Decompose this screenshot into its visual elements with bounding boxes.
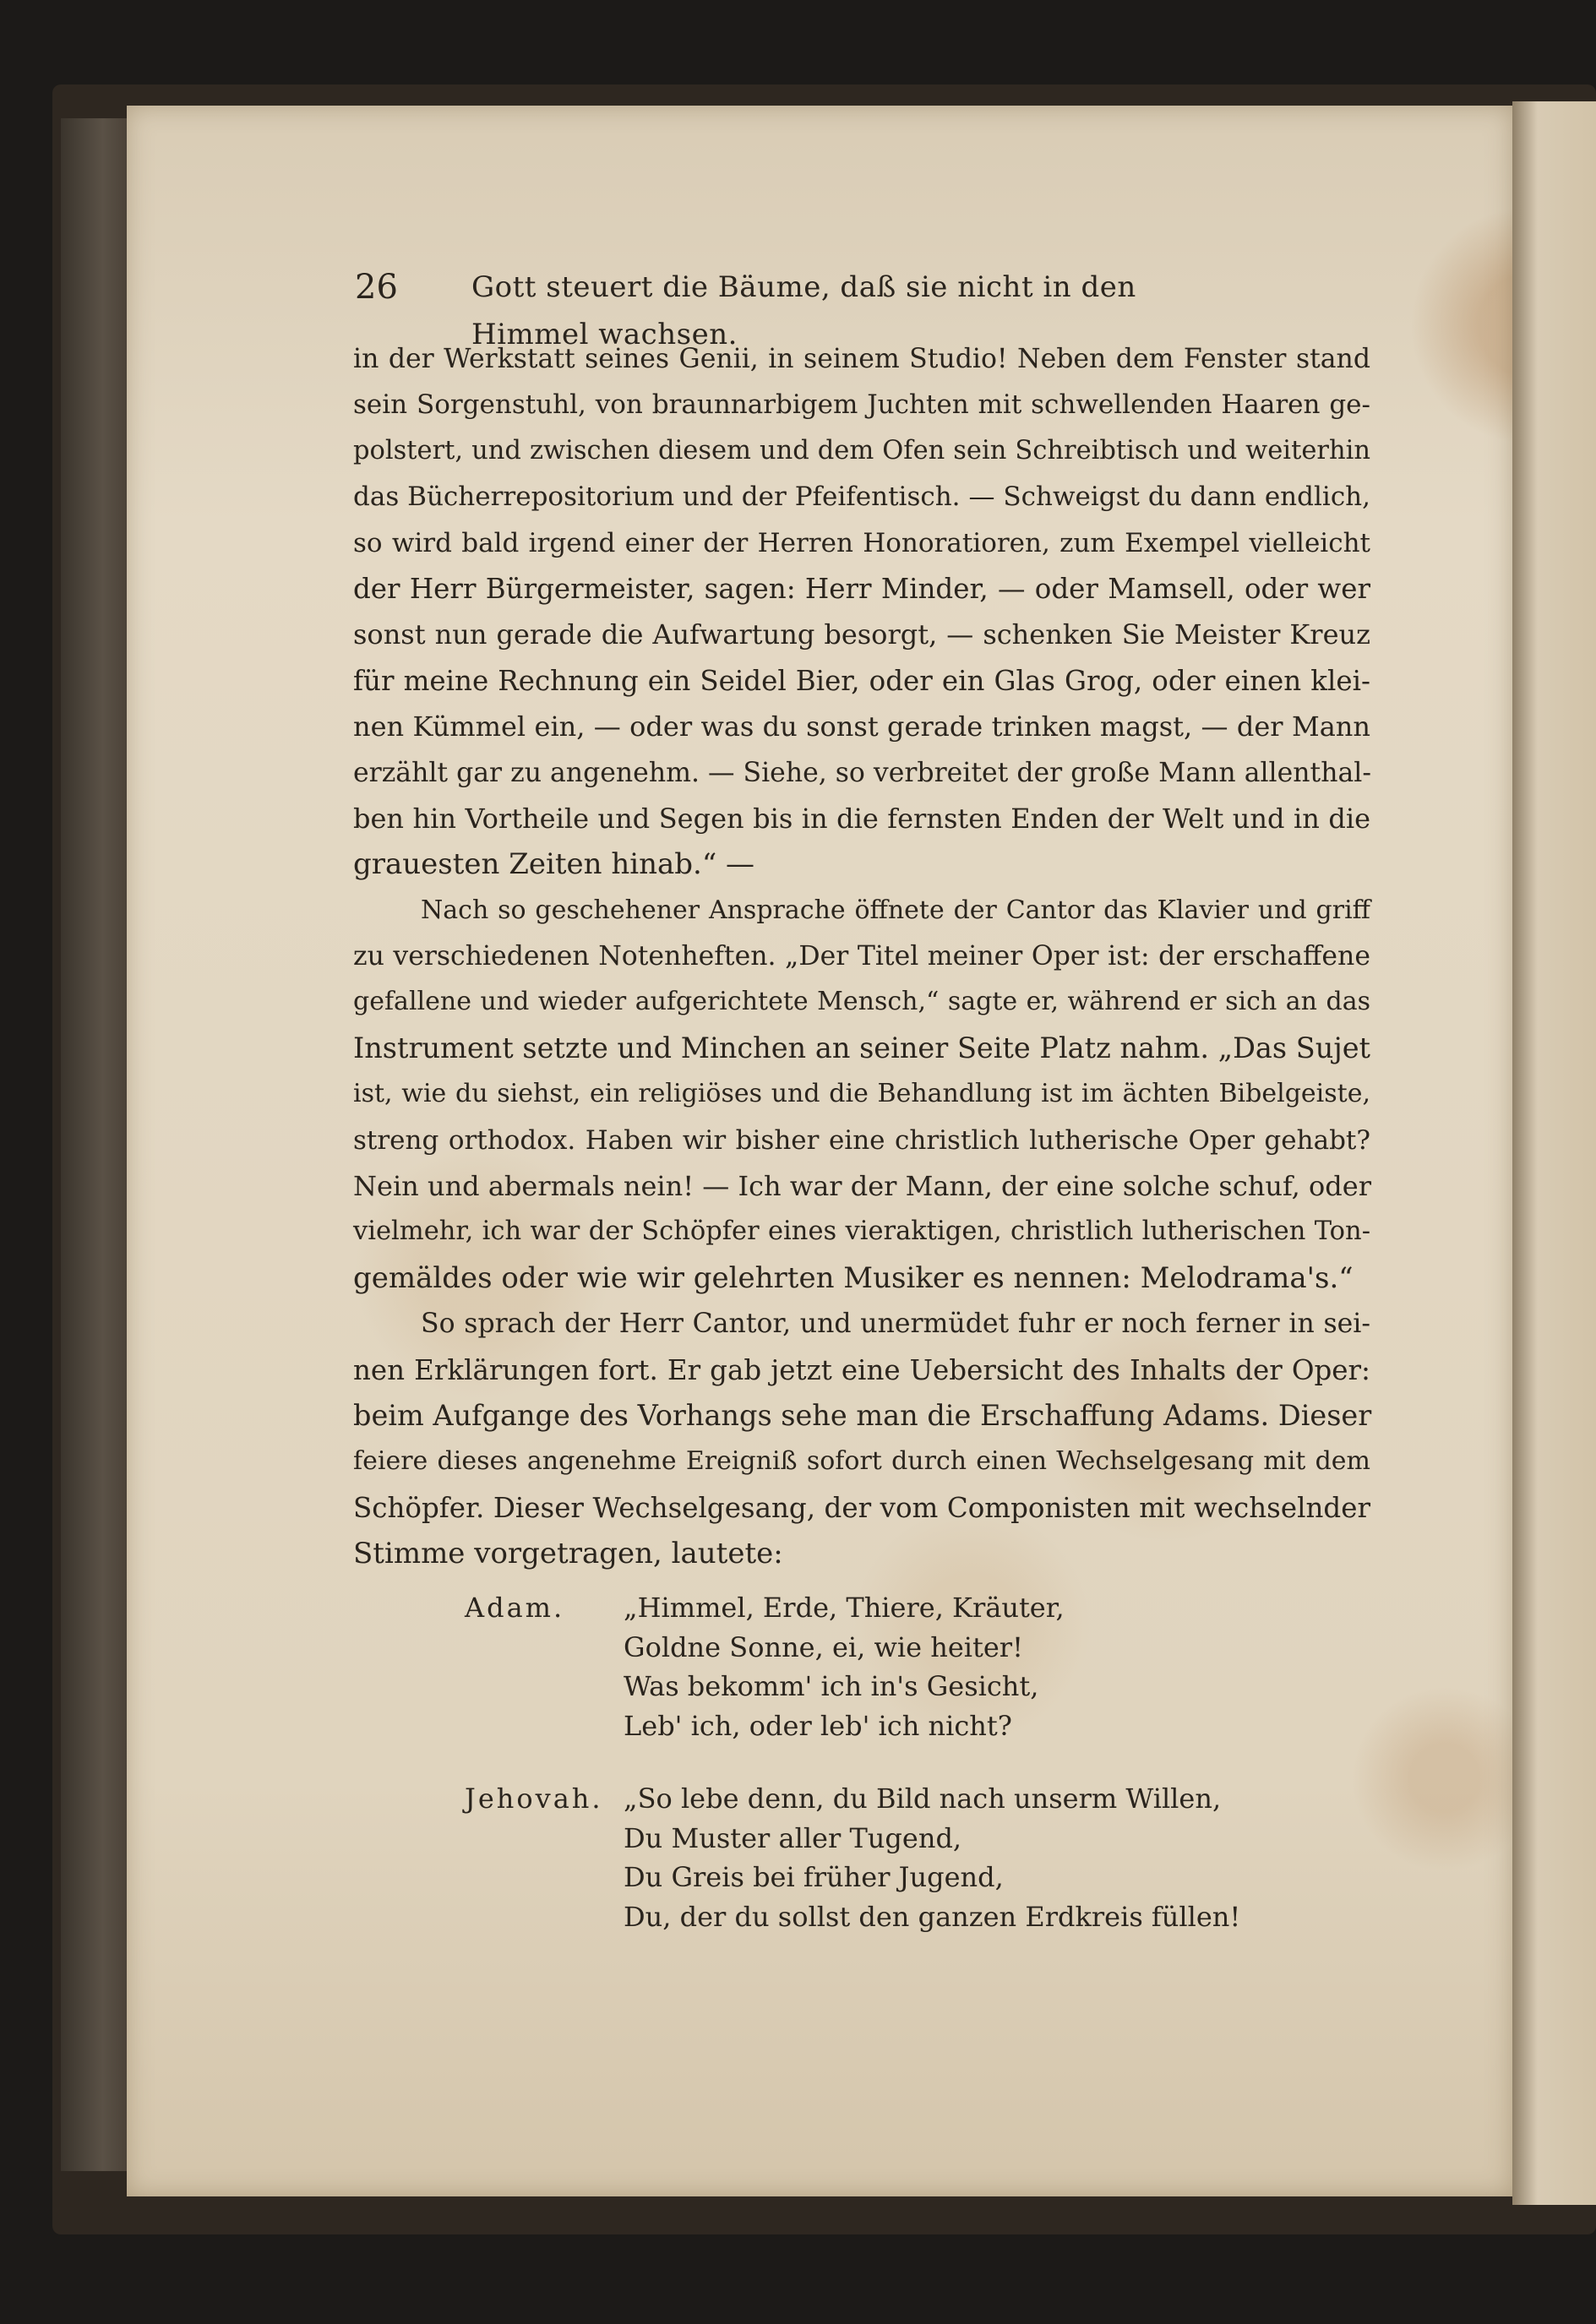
text-line: ist, wie du siehst, ein religiöses und die Behandlung ist im ächten Bibelgeiste,	[353, 1079, 1370, 1109]
text-line: Schöpfer. Dieser Wechselgesang, der vom Componisten mit wechselnder	[353, 1491, 1370, 1524]
text-line: Stimme vorgetragen, lautete:	[353, 1537, 783, 1571]
text-line: zu verschiedenen Notenheften. „Der Titel meiner Oper ist: der erschaffene	[353, 941, 1370, 972]
verse-line: „Himmel, Erde, Thiere, Kräuter,	[624, 1592, 1065, 1624]
text-line: erzählt gar zu angenehm. — Siehe, so verbreitet der große Mann allenthal-	[353, 757, 1371, 788]
verse-line: Du Greis bei früher Jugend,	[624, 1861, 1004, 1893]
page-header	[355, 264, 1250, 351]
text-line: nen Kümmel ein, — oder was du sonst gerade trinken magst, — der Mann	[353, 710, 1370, 743]
text-line: das Bücherrepositorium und der Pfeifentisch. — Schweigst du dann endlich,	[353, 482, 1370, 513]
verse-line: Goldne Sonne, ei, wie heiter!	[624, 1630, 1023, 1663]
text-line: gemäldes oder wie wir gelehrten Musiker es nennen: Melodrama's.“	[353, 1260, 1354, 1295]
text-line: streng orthodox. Haben wir bisher eine christlich lutherische Oper gehabt?	[353, 1124, 1370, 1156]
facing-page-edge	[1512, 101, 1596, 2205]
speaker-label: Jehovah.	[465, 1782, 603, 1815]
speaker-label: Adam.	[465, 1592, 565, 1624]
running-title: Gott steuert die Bäume, daß sie nicht in den Himmel wachsen.	[471, 270, 1136, 351]
text-line: beim Aufgange des Vorhangs sehe man die Erschaffung Adams. Dieser	[353, 1398, 1372, 1432]
verse-line: Du, der du sollst den ganzen Erdkreis füllen!	[624, 1900, 1241, 1933]
text-line: gefallene und wieder aufgerichtete Mensch,“ sagte er, während er sich an das	[353, 987, 1370, 1017]
text-line: grauesten Zeiten hinab.“ —	[353, 847, 755, 882]
text-line: ben hin Vortheile und Segen bis in die fernsten Enden der Welt und in die	[353, 802, 1370, 835]
text-line: sein Sorgenstuhl, von braunnarbigem Juchten mit schwellenden Haaren ge-	[353, 389, 1370, 421]
verse-line: Leb' ich, oder leb' ich nicht?	[624, 1709, 1012, 1742]
text-line: So sprach der Herr Cantor, und unermüdet fuhr er noch ferner in sei-	[421, 1309, 1370, 1340]
verse-line: „So lebe denn, du Bild nach unserm Willen,	[624, 1782, 1222, 1815]
text-line: nen Erklärungen fort. Er gab jetzt eine Uebersicht des Inhalts der Oper:	[353, 1353, 1370, 1386]
verse-line: Du Muster aller Tugend,	[624, 1821, 962, 1854]
text-line: feiere dieses angenehme Ereigniß sofort durch einen Wechselgesang mit dem	[353, 1446, 1370, 1477]
text-line: polstert, und zwischen diesem und dem Ofen sein Schreibtisch und weiterhin	[353, 435, 1370, 465]
text-line: sonst nun gerade die Aufwartung besorgt, — schenken Sie Meister Kreuz	[353, 618, 1370, 651]
body-text	[353, 336, 1370, 1577]
text-line: in der Werkstatt seines Genii, in seinem Studio! Neben dem Fenster stand	[353, 344, 1370, 374]
text-line: für meine Rechnung ein Seidel Bier, oder ein Glas Grog, oder einen klei-	[353, 664, 1370, 697]
verse-line: Was bekomm' ich in's Gesicht,	[624, 1670, 1039, 1702]
verse-lines	[624, 1588, 1065, 1745]
verse-lines	[624, 1779, 1240, 1936]
text-line: Nach so geschehener Ansprache öffnete der Cantor das Klavier und griff	[421, 895, 1370, 925]
text-line: Instrument setzte und Minchen an seiner Seite Platz nahm. „Das Sujet	[353, 1031, 1370, 1064]
text-line: vielmehr, ich war der Schöpfer eines vieraktigen, christlich lutherischen Ton-	[353, 1216, 1370, 1247]
page-number: 26	[355, 268, 398, 307]
text-line: so wird bald irgend einer der Herren Honoratioren, zum Exempel vielleicht	[353, 527, 1370, 558]
text-line: der Herr Bürgermeister, sagen: Herr Minder, — oder Mamsell, oder wer	[353, 572, 1370, 605]
text-line: Nein und abermals nein! — Ich war der Mann, der eine solche schuf, oder	[353, 1170, 1371, 1203]
